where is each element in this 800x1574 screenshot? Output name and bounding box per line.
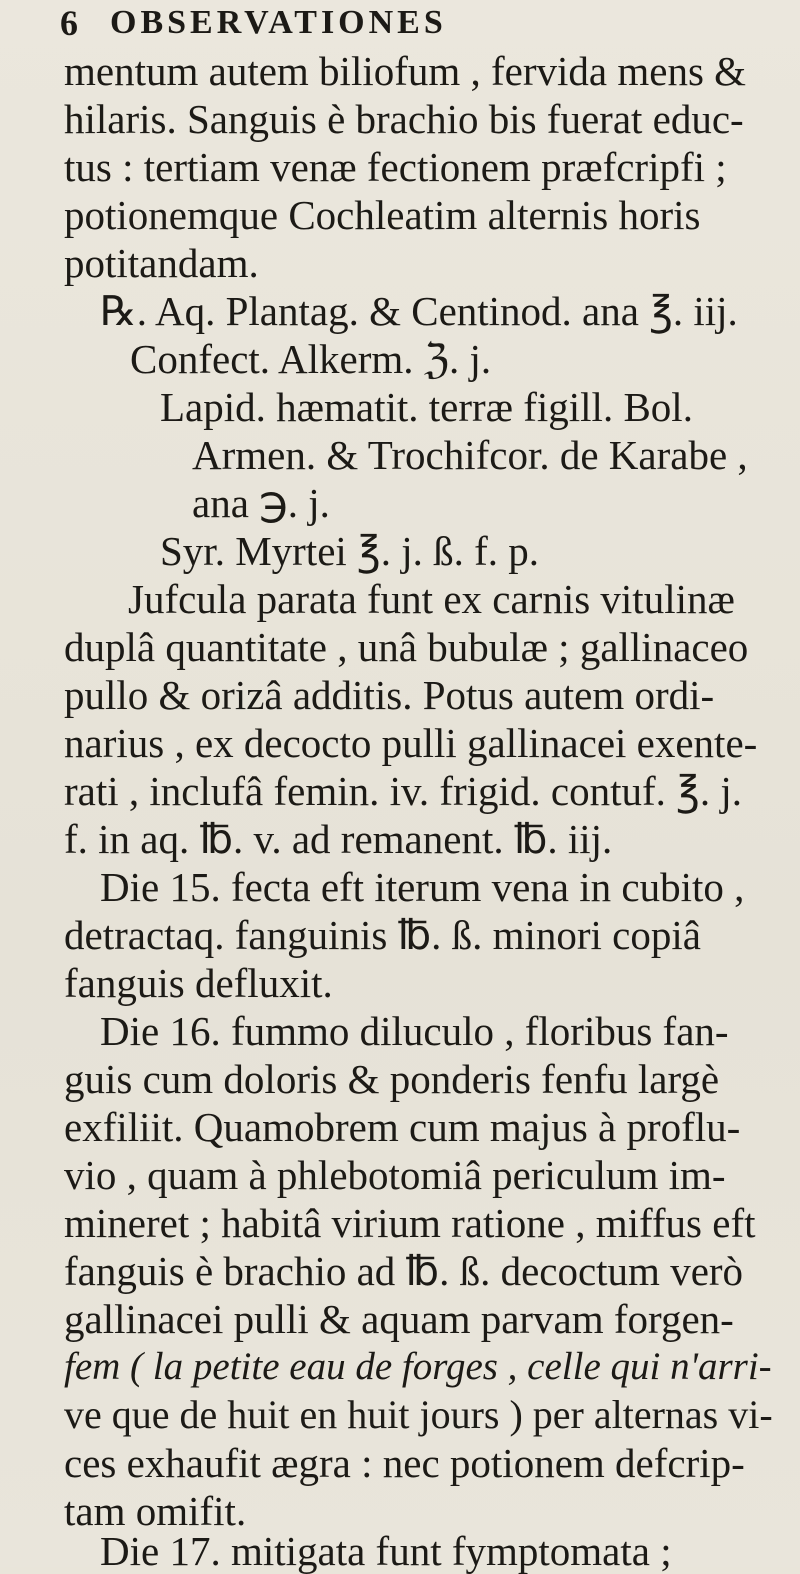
text-line: f. in aq. ℔. v. ad remanent. ℔. iij. xyxy=(64,816,613,862)
text-line: Confect. Alkerm. ℨ. j. xyxy=(130,336,492,382)
text-line: guis cum doloris & ponderis fenfu largè xyxy=(64,1056,720,1102)
running-title: OBSERVATIONES xyxy=(110,4,447,41)
text-line: ve que de huit en huit jours ) per alternas vi- xyxy=(64,1392,773,1437)
text-line: exfiliit. Quamobrem cum majus à proflu- xyxy=(64,1104,741,1150)
text-line: rati , inclufâ femin. iv. frigid. contuf. ℥. j. xyxy=(64,768,742,814)
text-line: Syr. Myrtei ℥. j. ß. f. p. xyxy=(160,528,540,574)
text-line: tus : tertiam venæ fectionem præfcripfi ; xyxy=(64,144,727,190)
text-line: potitandam. xyxy=(64,240,259,286)
text-line: fanguis è brachio ad ℔. ß. decoctum verò xyxy=(64,1248,744,1294)
page-header xyxy=(60,2,760,52)
text-line: hilaris. Sanguis è brachio bis fuerat educ- xyxy=(64,96,744,142)
text-line: tam omifit. xyxy=(64,1488,247,1534)
text-line: gallinacei pulli & aquam parvam forgen- xyxy=(64,1296,734,1342)
page-number: 6 xyxy=(60,3,78,43)
text-line: Armen. & Trochifcor. de Karabe , xyxy=(192,432,748,478)
text-line: ℞. Aq. Plantag. & Centinod. ana ℥. iij. xyxy=(100,288,738,334)
text-line: vio , quam à phlebotomiâ periculum im- xyxy=(64,1152,726,1198)
text-line: Die 15. fecta eft iterum vena in cubito , xyxy=(100,864,745,910)
text-line: detractaq. fanguinis ℔. ß. minori copiâ xyxy=(64,912,701,958)
text-line: ana ℈. j. xyxy=(192,480,330,526)
text-line: Die 16. fummo diluculo , floribus fan- xyxy=(100,1008,729,1054)
text-line: fanguis defluxit. xyxy=(64,960,333,1006)
text-line: pullo & orizâ additis. Potus autem ordi- xyxy=(64,672,715,718)
text-line: Die 17. mitigata funt fymptomata ; xyxy=(100,1528,672,1574)
text-line: mentum autem biliofum , fervida mens & xyxy=(64,48,747,94)
text-line: duplâ quantitate , unâ bubulæ ; gallinaceo xyxy=(64,624,749,670)
text-line: fem ( la petite eau de forges , celle qui n'arri- xyxy=(64,1345,772,1388)
text-line: narius , ex decocto pulli gallinacei exente- xyxy=(64,720,758,766)
text-line: Lapid. hæmatit. terræ figill. Bol. xyxy=(160,384,693,430)
text-line: potionemque Cochleatim alternis horis xyxy=(64,192,701,238)
text-line: mineret ; habitâ virium ratione , miffus eft xyxy=(64,1200,756,1246)
text-line: Jufcula parata funt ex carnis vitulinæ xyxy=(128,576,735,622)
text-line: ces exhaufit ægra : nec potionem defcrip- xyxy=(64,1440,745,1486)
